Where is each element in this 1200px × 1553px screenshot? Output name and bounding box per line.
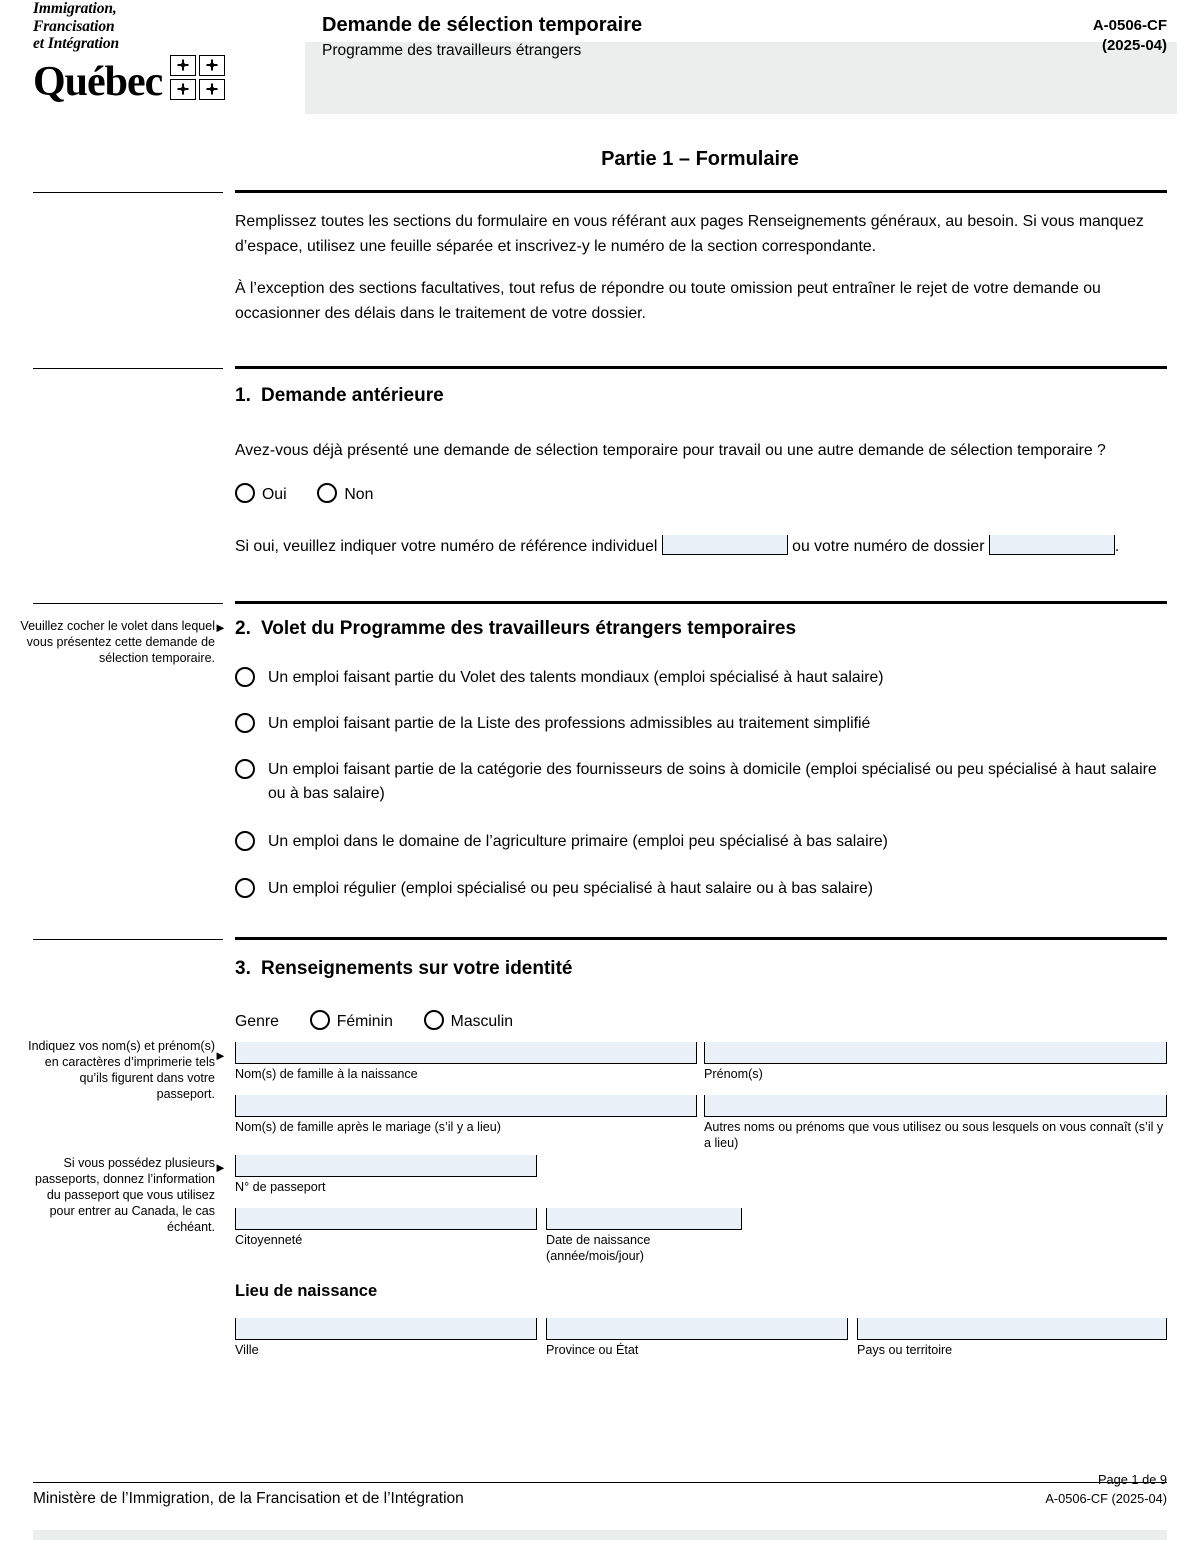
section-3-heading — [235, 958, 572, 980]
other-names-caption: Autres noms ou prénoms que vous utilisez ou sous lesquels on vous connaît (s’il y a lieu) — [704, 1120, 1164, 1150]
birthdate-caption: Date de naissance (année/mois/jour) — [546, 1233, 651, 1263]
gender-group — [235, 1010, 513, 1033]
firstname-input[interactable] — [704, 1042, 1167, 1064]
radio-option-1[interactable] — [235, 667, 255, 687]
field-birthplace-city — [235, 1318, 537, 1358]
field-birthplace-country — [857, 1318, 1167, 1358]
passport-sidenote: Si vous possédez plusieurs passeports, donnez l’information du passeport que vous utilisez pour entrer au Canada, le cas échéant. — [35, 1156, 215, 1234]
option-soins-domicile[interactable] — [235, 758, 1165, 806]
section-3-title: Renseignements sur votre identité — [261, 958, 573, 979]
radio-option-3[interactable] — [235, 759, 255, 779]
field-birthplace-province — [546, 1318, 848, 1358]
radio-gender-male[interactable] — [424, 1010, 444, 1030]
birth-lastname-input[interactable] — [235, 1042, 697, 1064]
rule-left-s1 — [33, 368, 223, 369]
reference-text-middle: ou votre numéro de dossier — [792, 538, 985, 555]
reference-text-before: Si oui, veuillez indiquer votre numéro de référence individuel — [235, 538, 658, 555]
radio-previous-application-yes[interactable] — [235, 483, 255, 503]
option-2-label: Un emploi faisant partie de la Liste des professions admissibles au traitement simplifié — [268, 715, 871, 732]
label-feminin: Féminin — [336, 1013, 393, 1030]
field-birthdate — [546, 1208, 742, 1264]
option-traitement-simplifie[interactable] — [235, 712, 1165, 736]
rule-main-intro — [235, 190, 1167, 193]
option-5-label: Un emploi régulier (emploi spécialisé ou peu spécialisé à haut salaire ou à bas salaire) — [268, 880, 873, 897]
section-1-title: Demande antérieure — [261, 385, 444, 406]
reference-text-end: . — [1114, 538, 1120, 555]
label-masculin: Masculin — [450, 1013, 513, 1030]
document-subtitle: Programme des travailleurs étrangers — [322, 42, 582, 59]
footer-code: A-0506-CF (2025-04) — [1045, 1491, 1167, 1506]
field-citizenship — [235, 1208, 537, 1248]
label-oui: Oui — [262, 486, 287, 503]
field-married-lastname — [235, 1095, 697, 1135]
section-3-number: 3. — [235, 958, 251, 979]
quebec-logo — [33, 0, 293, 105]
arrow-icon-names: ► — [214, 1048, 227, 1063]
birth-lastname-caption: Nom(s) de famille à la naissance — [235, 1067, 418, 1081]
section-1-answer-group — [235, 483, 373, 506]
section-1-reference-line — [235, 535, 1170, 559]
arrow-icon-section-2: ► — [214, 620, 227, 635]
part-title: Partie 1 – Formulaire — [601, 148, 799, 170]
birthdate-input[interactable] — [546, 1208, 742, 1230]
section-2-number: 2. — [235, 618, 251, 639]
logo-wordmark: Québec — [33, 58, 163, 105]
intro-paragraph-2: À l’exception des sections facultatives, tout refus de répondre ou toute omission peut entraîner le rejet de votre demande ou occasionner des délais dans le traitement de votre dossier. — [235, 280, 1101, 322]
footer-band — [33, 1530, 1167, 1540]
birthplace-province-input[interactable] — [546, 1318, 848, 1340]
section-2-heading — [235, 618, 796, 640]
footer-meta — [1045, 1470, 1167, 1508]
document-code-date: (2025-04) — [1101, 37, 1167, 54]
citizenship-caption: Citoyenneté — [235, 1233, 303, 1247]
footer-page-number: Page 1 de 9 — [1097, 1472, 1167, 1487]
birthplace-heading: Lieu de naissance — [235, 1282, 378, 1300]
firstname-caption: Prénom(s) — [704, 1067, 763, 1081]
field-other-names — [704, 1095, 1167, 1151]
logo-line-3: et Intégration — [33, 35, 120, 52]
option-4-label: Un emploi dans le domaine de l’agriculture primaire (emploi peu spécialisé à bas salaire) — [268, 833, 888, 850]
rule-main-s2 — [235, 601, 1167, 604]
passport-number-caption: N° de passeport — [235, 1180, 326, 1194]
field-firstname — [704, 1042, 1167, 1082]
passport-number-input[interactable] — [235, 1155, 537, 1177]
document-code-number: A-0506-CF — [1092, 17, 1167, 34]
option-talents-mondiaux[interactable] — [235, 666, 1165, 690]
birthplace-city-caption: Ville — [235, 1343, 259, 1357]
rule-footer — [33, 1482, 1167, 1483]
radio-gender-female[interactable] — [310, 1010, 330, 1030]
intro-paragraph-1: Remplissez toutes les sections du formulaire en vous référant aux pages Renseignements généraux, au besoin. Si vous manquez d’espace, utilisez une feuille séparée et inscrivez-y le numéro de la section correspondante. — [235, 213, 1144, 255]
married-lastname-input[interactable] — [235, 1095, 697, 1117]
label-non: Non — [344, 486, 374, 503]
gender-label: Genre — [235, 1013, 279, 1030]
section-2-title: Volet du Programme des travailleurs étrangers temporaires — [261, 618, 797, 639]
radio-option-5[interactable] — [235, 878, 255, 898]
intro-text — [235, 209, 1170, 343]
document-title: Demande de sélection temporaire — [322, 14, 643, 36]
option-agriculture-primaire[interactable] — [235, 830, 1165, 854]
individual-reference-number-input[interactable] — [662, 535, 788, 555]
other-names-input[interactable] — [704, 1095, 1167, 1117]
option-3-label: Un emploi faisant partie de la catégorie des fournisseurs de soins à domicile (emploi spécialisé ou peu spécialisé à haut salaire ou à bas salaire) — [268, 761, 1157, 802]
fleurdelis-flag-icon — [170, 55, 225, 100]
field-birth-lastname — [235, 1042, 697, 1082]
rule-left-s2 — [33, 603, 223, 604]
file-number-input[interactable] — [989, 535, 1115, 555]
radio-option-4[interactable] — [235, 831, 255, 851]
footer-ministry: Ministère de l’Immigration, de la Francisation et de l’Intégration — [33, 1490, 464, 1507]
rule-main-s3 — [235, 937, 1167, 940]
section-1-number: 1. — [235, 385, 251, 406]
rule-left-intro — [33, 192, 223, 193]
rule-left-s3 — [33, 939, 223, 940]
option-emploi-regulier[interactable] — [235, 877, 1165, 901]
birthplace-country-input[interactable] — [857, 1318, 1167, 1340]
document-code — [1093, 16, 1167, 56]
section-2-sidenote: Veuillez cocher le volet dans lequel vous présentez cette demande de sélection temporaire. — [20, 619, 215, 665]
rule-main-s1 — [235, 366, 1167, 369]
citizenship-input[interactable] — [235, 1208, 537, 1230]
radio-previous-application-no[interactable] — [317, 483, 337, 503]
section-1-heading — [235, 385, 444, 407]
married-lastname-caption: Nom(s) de famille après le mariage (s’il y a lieu) — [235, 1120, 501, 1134]
birthplace-country-caption: Pays ou territoire — [857, 1343, 953, 1357]
radio-option-2[interactable] — [235, 713, 255, 733]
arrow-icon-passport: ► — [214, 1160, 227, 1175]
option-1-label: Un emploi faisant partie du Volet des talents mondiaux (emploi spécialisé à haut salaire) — [268, 669, 884, 686]
birthplace-city-input[interactable] — [235, 1318, 537, 1340]
logo-line-1: Immigration, — [33, 0, 117, 17]
names-sidenote: Indiquez vos nom(s) et prénom(s) en caractères d’imprimerie tels qu’ils figurent dans votre passeport. — [28, 1039, 215, 1101]
logo-line-2: Francisation — [33, 17, 115, 35]
birthplace-province-caption: Province ou État — [546, 1343, 639, 1357]
section-1-question: Avez-vous déjà présenté une demande de sélection temporaire pour travail ou une autre demande de sélection temporaire ? — [235, 442, 1106, 459]
field-passport-number — [235, 1155, 537, 1195]
